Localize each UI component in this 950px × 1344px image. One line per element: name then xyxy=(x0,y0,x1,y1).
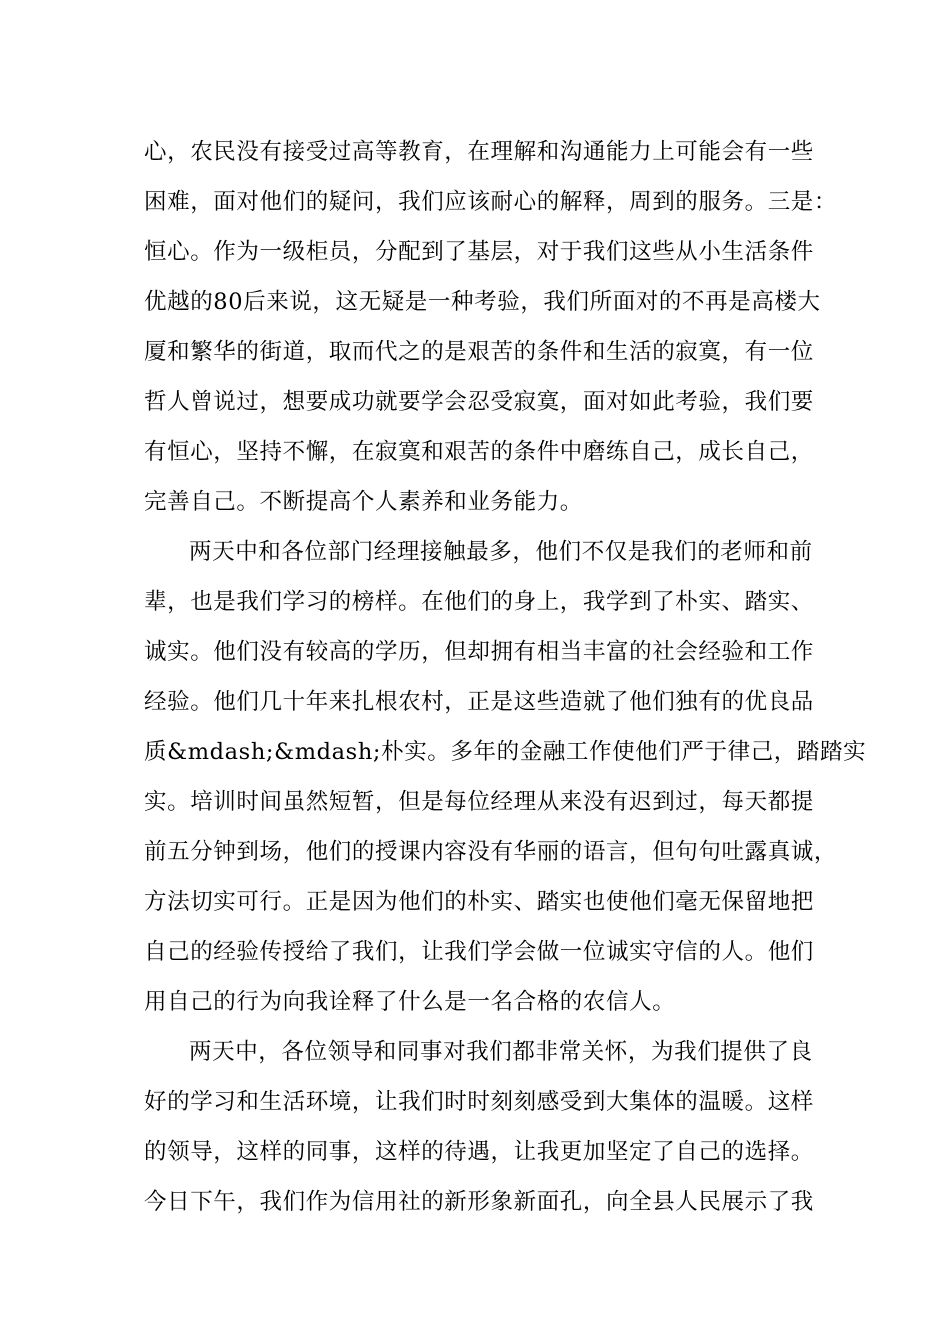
text-line: 完善自己。不断提高个人素养和业务能力。 xyxy=(144,489,583,515)
paragraph-first-line: 两天中和各位部门经理接触最多，他们不仅是我们的老师和前 xyxy=(189,539,813,565)
text-line: 哲人曾说过，想要成功就要学会忍受寂寞，面对如此考验，我们要 xyxy=(144,389,814,415)
text-line: 前五分钟到场，他们的授课内容没有华丽的语言，但句句吐露真诚， xyxy=(144,839,838,865)
text-line: 的领导，这样的同事，这样的待遇，让我更加坚定了自己的选择。 xyxy=(144,1139,814,1165)
text-line: 用自己的行为向我诠释了什么是一名合格的农信人。 xyxy=(144,989,676,1015)
text-line: 今日下午，我们作为信用社的新形象新面孔，向全县人民展示了我 xyxy=(144,1189,814,1215)
text-line: 自己的经验传授给了我们，让我们学会做一位诚实守信的人。他们 xyxy=(144,939,814,965)
text-line: 困难，面对他们的疑问，我们应该耐心的解释，周到的服务。三是： xyxy=(144,189,838,215)
text-line: 好的学习和生活环境，让我们时时刻刻感受到大集体的温暖。这样 xyxy=(144,1089,814,1115)
text-line: 有恒心，坚持不懈，在寂寞和艰苦的条件中磨练自己，成长自己， xyxy=(144,439,814,465)
text-line: 方法切实可行。正是因为他们的朴实、踏实也使他们毫无保留地把 xyxy=(144,889,814,915)
paragraph-first-line: 两天中，各位领导和同事对我们都非常关怀，为我们提供了良 xyxy=(189,1039,813,1065)
text-line: 心，农民没有接受过高等教育，在理解和沟通能力上可能会有一些 xyxy=(144,139,814,165)
text-line: 辈，也是我们学习的榜样。在他们的身上，我学到了朴实、踏实、 xyxy=(144,589,814,615)
text-line: 诚实。他们没有较高的学历，但却拥有相当丰富的社会经验和工作 xyxy=(144,639,814,665)
text-line: 经验。他们几十年来扎根农村，正是这些造就了他们独有的优良品 xyxy=(144,689,814,715)
text-line: 优越的80后来说，这无疑是一种考验，我们所面对的不再是高楼大 xyxy=(144,289,821,315)
text-line: 质&mdash;&mdash;朴实。多年的金融工作使他们严于律己，踏踏实 xyxy=(144,739,867,765)
text-line: 恒心。作为一级柜员，分配到了基层，对于我们这些从小生活条件 xyxy=(144,239,814,265)
text-line: 实。培训时间虽然短暂，但是每位经理从来没有迟到过，每天都提 xyxy=(144,789,814,815)
text-line: 厦和繁华的街道，取而代之的是艰苦的条件和生活的寂寞，有一位 xyxy=(144,339,814,365)
